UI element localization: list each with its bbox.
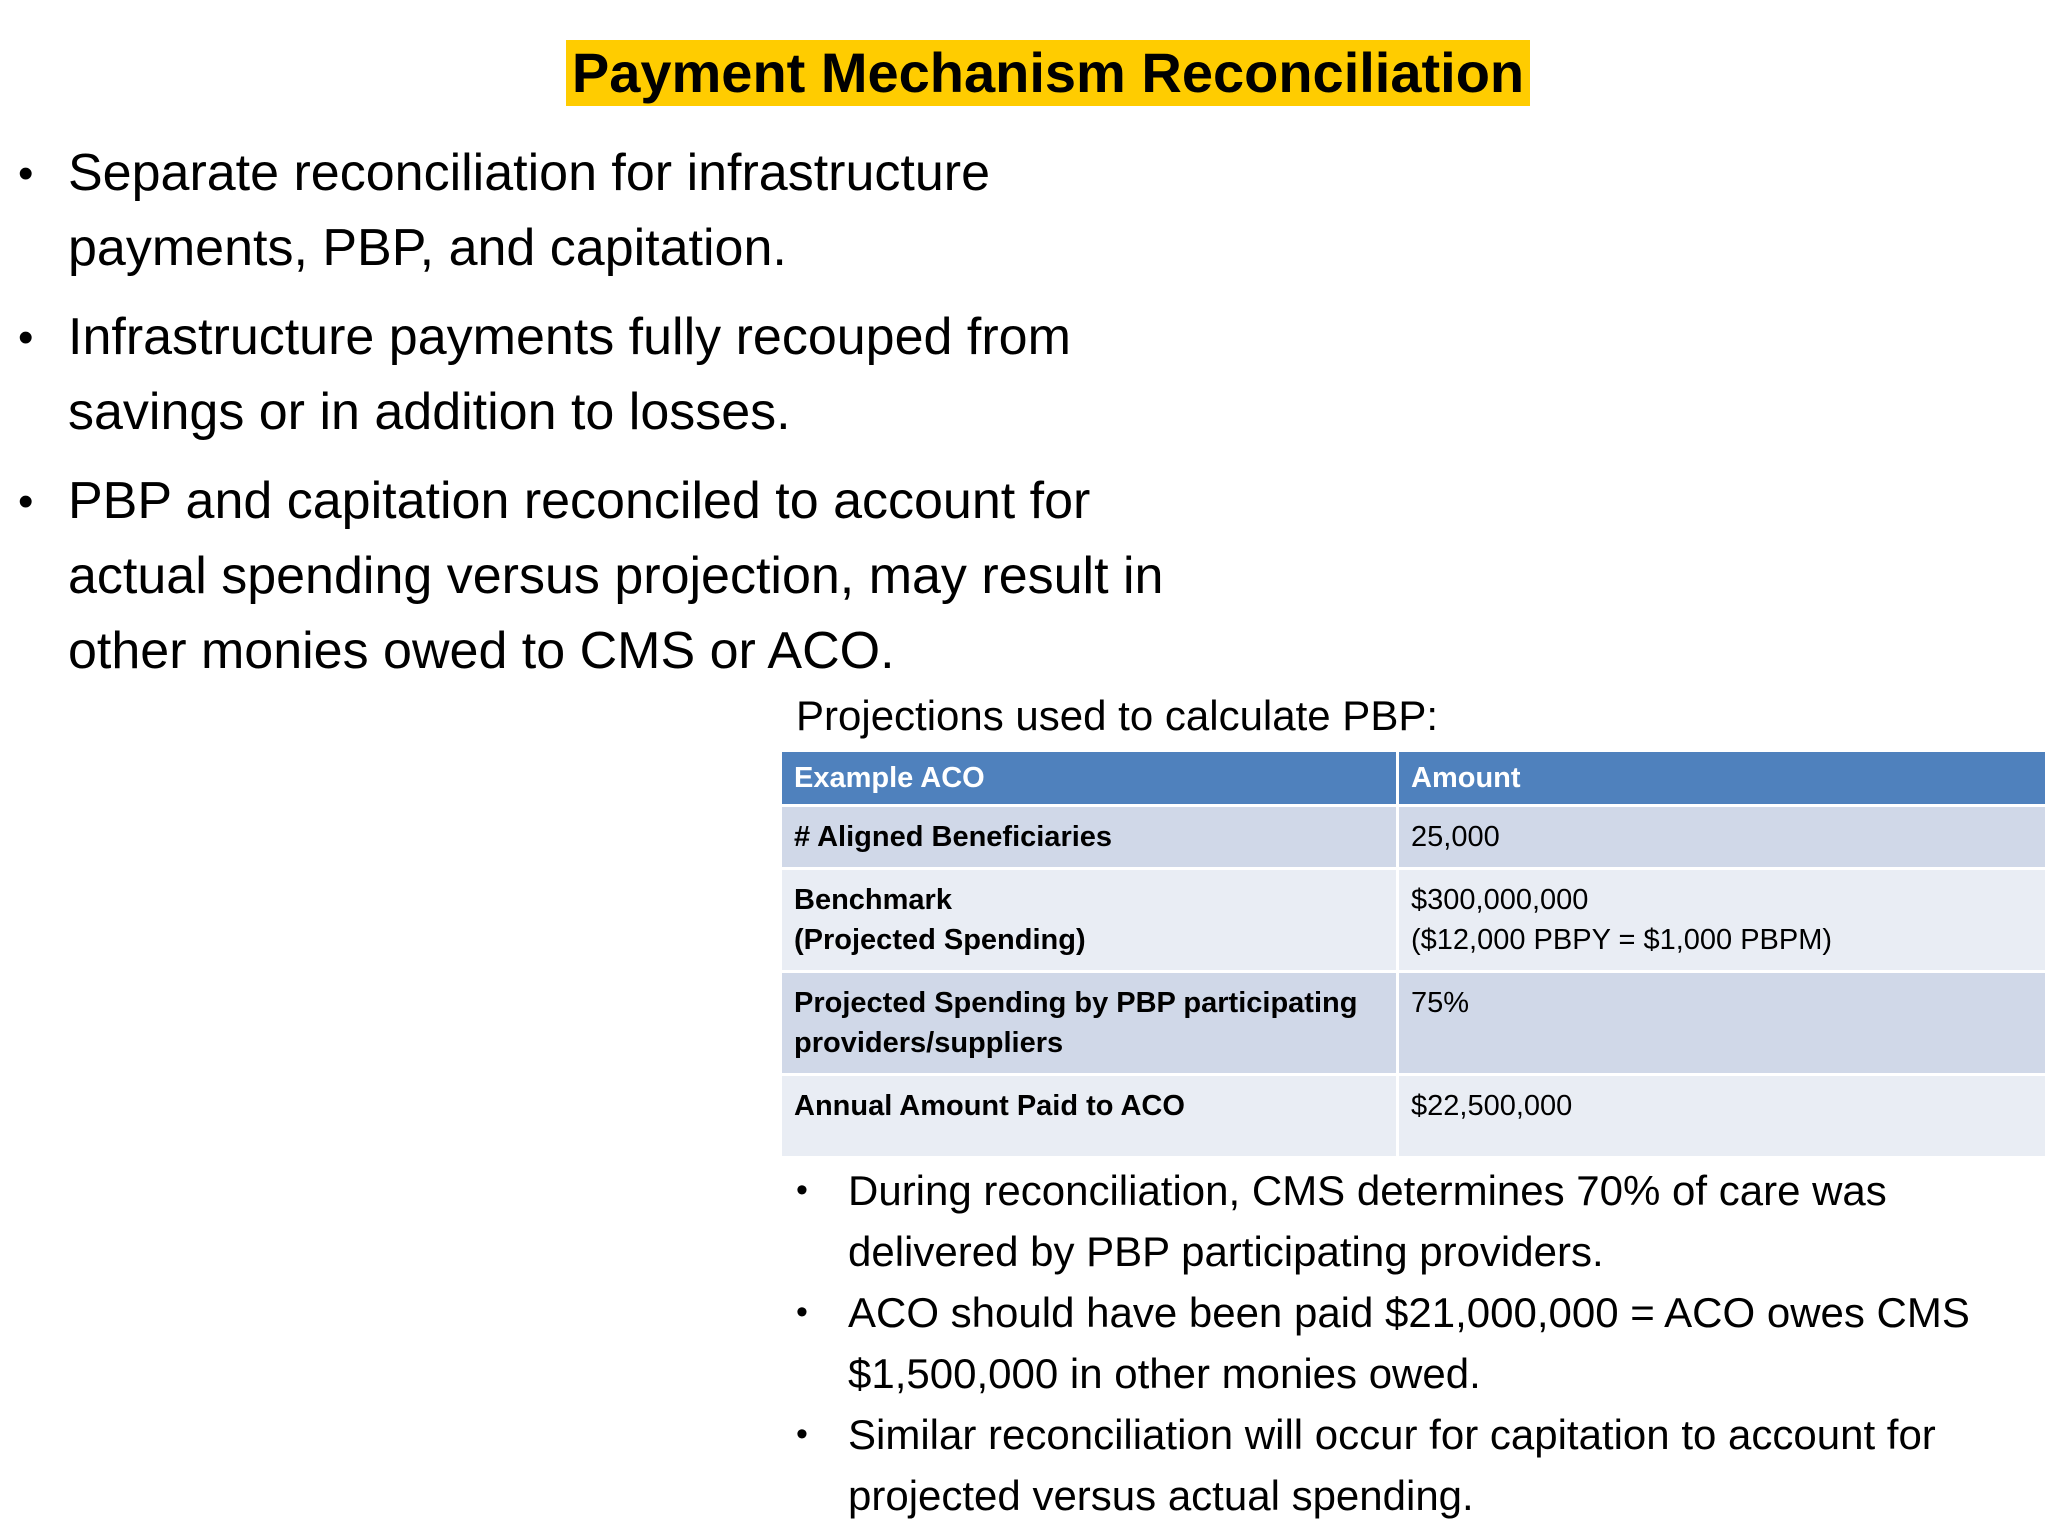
sub-bullet-text: During reconciliation, CMS determines 70% of care was delivered by PBP participating providers. <box>848 1167 1887 1275</box>
pbp-projection-table <box>782 752 2048 1159</box>
main-bullet-text: PBP and capitation reconciled to account for actual spending versus projection, may result in other monies owed to CMS or ACO. <box>68 472 1164 680</box>
table-row <box>782 806 2047 869</box>
table-heading: Projections used to calculate PBP: <box>796 692 1439 739</box>
title-wrap <box>0 40 2048 106</box>
main-bullet <box>14 300 1244 450</box>
sub-bullet-text: ACO should have been paid $21,000,000 = ACO owes CMS $1,500,000 in other monies owed. <box>848 1289 1970 1397</box>
bullet-dot-icon: • <box>18 149 34 198</box>
main-bullet-text: Separate reconciliation for infrastructure payments, PBP, and capitation. <box>68 144 991 277</box>
row-amount: $22,500,000 <box>1398 1075 2047 1158</box>
row-amount: 25,000 <box>1398 806 2047 869</box>
main-bullet-text: Infrastructure payments fully recouped from savings or in addition to losses. <box>68 308 1071 441</box>
row-label: Benchmark (Projected Spending) <box>782 869 1398 972</box>
sub-bullet <box>790 1282 2020 1404</box>
bullet-dot-icon: • <box>796 1415 808 1453</box>
sub-bullet <box>790 1404 2020 1526</box>
main-bullet <box>14 464 1244 689</box>
row-amount: $300,000,000 ($12,000 PBPY = $1,000 PBPM) <box>1398 869 2047 972</box>
table-row <box>782 1075 2047 1158</box>
bullet-dot-icon: • <box>796 1171 808 1209</box>
row-label: # Aligned Beneficiaries <box>782 806 1398 869</box>
sub-bullet-list <box>790 1160 2020 1526</box>
table-row <box>782 869 2047 972</box>
row-label: Projected Spending by PBP participating providers/suppliers <box>782 972 1398 1075</box>
bullet-dot-icon: • <box>796 1293 808 1331</box>
table-header-cell: Amount <box>1398 752 2047 806</box>
sub-bullet <box>790 1160 2020 1282</box>
bullet-dot-icon: • <box>18 313 34 362</box>
row-amount: 75% <box>1398 972 2047 1075</box>
row-label: Annual Amount Paid to ACO <box>782 1075 1398 1158</box>
table-header-row <box>782 752 2047 806</box>
table-header-cell: Example ACO <box>782 752 1398 806</box>
table-row <box>782 972 2047 1075</box>
main-bullet-list <box>14 136 1244 703</box>
main-bullet <box>14 136 1244 286</box>
slide-title: Payment Mechanism Reconciliation <box>566 40 1530 106</box>
bullet-dot-icon: • <box>18 477 34 526</box>
sub-bullet-text: Similar reconciliation will occur for capitation to account for projected versus actual spending. <box>848 1411 1936 1519</box>
